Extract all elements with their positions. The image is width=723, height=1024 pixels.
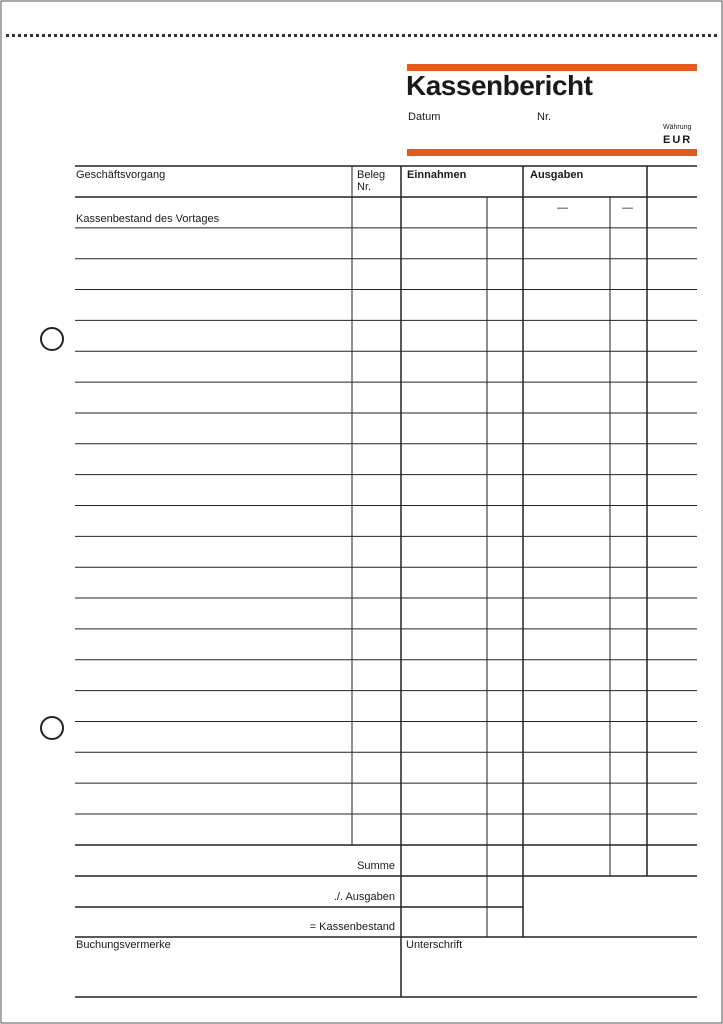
number-label: Nr. — [537, 111, 552, 123]
currency-value: EUR — [663, 134, 693, 146]
column-header-transaction: Geschäftsvorgang — [76, 169, 166, 181]
form-title: Kassenbericht — [406, 70, 593, 101]
dash-expenses-cent: — — [622, 202, 633, 214]
currency-label: Währung — [663, 124, 692, 131]
column-header-receipt: Beleg — [357, 169, 386, 181]
cash-balance-label: = Kassenbestand — [309, 921, 395, 933]
column-header-receipt-no: Nr. — [357, 181, 372, 193]
signature-label: Unterschrift — [406, 939, 463, 951]
dash-expenses-euro: — — [557, 202, 568, 214]
sum-label: Summe — [357, 860, 395, 872]
previous-day-balance-label: Kassenbestand des Vortages — [76, 213, 220, 225]
minus-expenses-label: ./. Ausgaben — [333, 891, 395, 903]
column-header-expenses: Ausgaben — [530, 169, 584, 181]
date-label: Datum — [408, 111, 441, 123]
column-header-income: Einnahmen — [407, 169, 467, 181]
booking-notes-label: Buchungsvermerke — [76, 939, 171, 951]
